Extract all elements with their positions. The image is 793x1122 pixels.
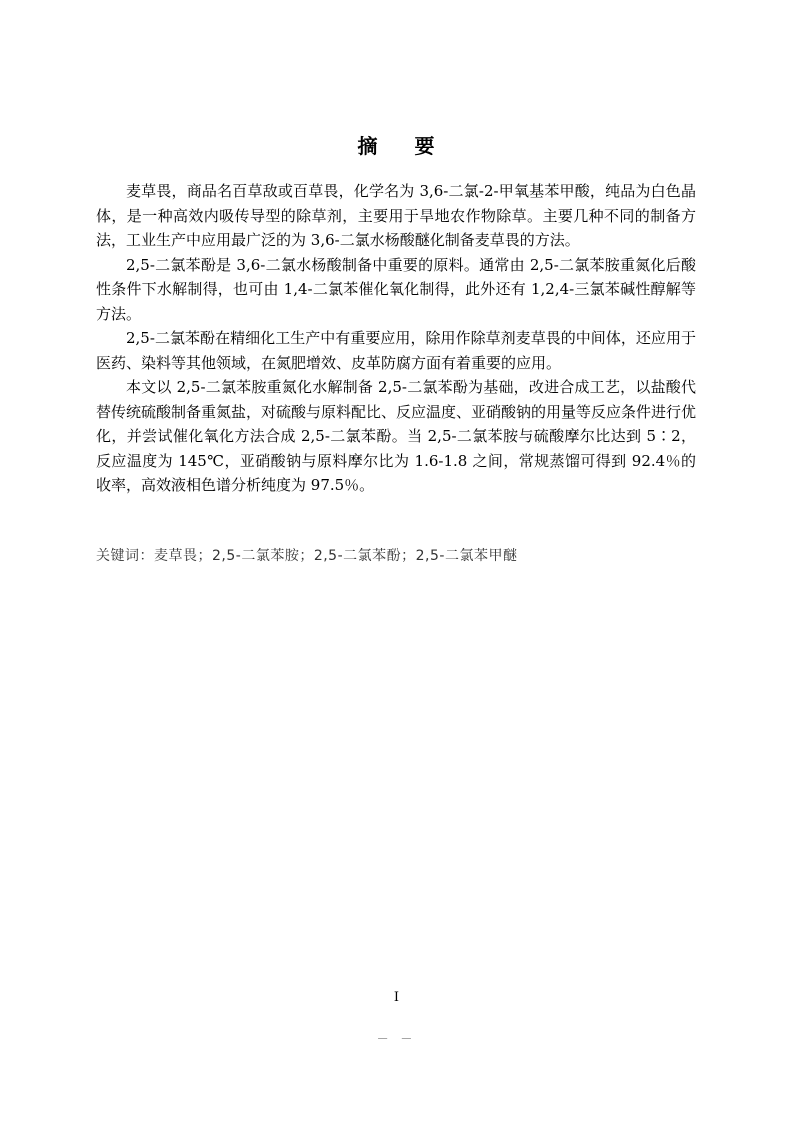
abstract-body bbox=[96, 179, 696, 498]
abstract-paragraph-3: 2,5-二氯苯酚在精细化工生产中有重要应用，除用作除草剂麦草畏的中间体，还应用于医药、染料等其他领域，在氮肥增效、皮革防腐方面有着重要的应用。 bbox=[96, 329, 696, 372]
page-number: I bbox=[393, 990, 400, 1005]
footer-mark: － － bbox=[376, 1032, 417, 1046]
abstract-paragraph-4: 本文以 2,5-二氯苯胺重氮化水解制备 2,5-二氯苯酚为基础，改进合成工艺，以盐酸代替传统硫酸制备重氮盐，对硫酸与原料配比、反应温度、亚硝酸钠的用量等反应条件进行优化，并尝试催化氧化方法合成 2,5-二氯苯酚。当 2,5-二氯苯胺与硫酸摩尔比达到 5∶2，反应温度为 145℃，亚硝酸钠与原料摩尔比为 1.6-1.8 之间，常规蒸馏可得到 92.4％的收率，高效液相色谱分析纯度为 97.5％。 bbox=[96, 378, 697, 494]
title-char-1: 摘 bbox=[357, 134, 379, 158]
abstract-paragraph-2: 2,5-二氯苯酚是 3,6-二氯水杨酸制备中重要的原料。通常由 2,5-二氯苯胺重氮化后酸性条件下水解制得，也可由 1,4-二氯苯催化氧化制得，此外还有 1,2,4-三氯苯碱性醇解等方法。 bbox=[96, 255, 696, 323]
abstract-paragraph-1: 麦草畏，商品名百草敌或百草畏，化学名为 3,6-二氯-2-甲氧基苯甲酸，纯品为白色晶体，是一种高效内吸传导型的除草剂，主要用于旱地农作物除草。主要几种不同的制备方法，工业生产中应用最广泛的为 3,6-二氯水杨酸醚化制备麦草畏的方法。 bbox=[96, 182, 696, 249]
keywords-line: 关键词：麦草畏；2,5-二氯苯胺；2,5-二氯苯酚；2,5-二氯苯甲醚 bbox=[96, 548, 518, 564]
page-title bbox=[0, 130, 793, 159]
title-char-2: 要 bbox=[414, 134, 436, 158]
